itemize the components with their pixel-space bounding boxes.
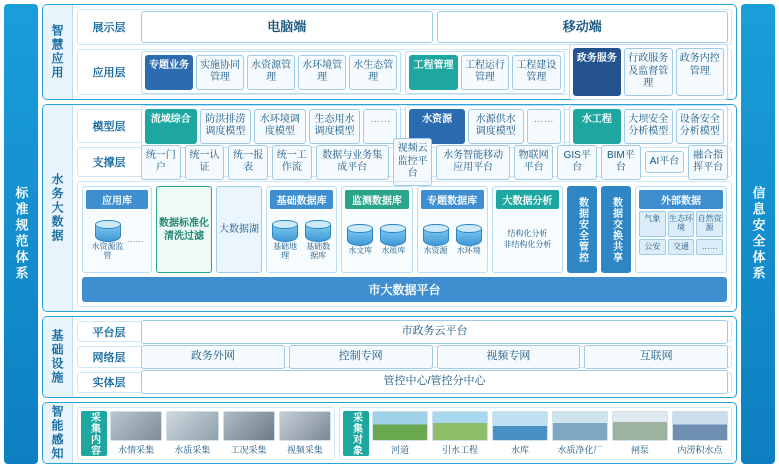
band-body-smart-application bbox=[73, 5, 736, 99]
river-photo bbox=[372, 411, 428, 441]
chip-mobile-app-platform[interactable]: 水务智能移动应用平台 bbox=[436, 145, 509, 180]
chip-unified-workflow[interactable]: 统一工作流 bbox=[272, 145, 312, 180]
database-icon bbox=[380, 224, 406, 246]
chip-water-engineering-head[interactable]: 水工程 bbox=[573, 109, 621, 144]
chip-water-resource-more[interactable]: …… bbox=[527, 109, 561, 144]
chip-internal-control[interactable]: 政务内控管理 bbox=[676, 48, 724, 96]
chip-basin-more[interactable]: …… bbox=[363, 109, 397, 144]
ext-ecology-environment[interactable]: 生态环境 bbox=[668, 211, 695, 237]
thumb-caption: 水库 bbox=[510, 445, 529, 455]
label-collect-object: 采集对象 bbox=[343, 411, 369, 456]
thumb-water-quality-collect[interactable] bbox=[166, 411, 218, 456]
band-title-infrastructure: 基础设施 bbox=[43, 317, 73, 397]
chip-flood-drainage-model[interactable]: 防洪排涝调度模型 bbox=[200, 109, 252, 144]
thumb-condition-collect[interactable] bbox=[223, 411, 275, 456]
body-bigdata-analysis bbox=[496, 211, 559, 269]
group-water-engineering-model bbox=[569, 105, 728, 148]
chip-dam-safety-model[interactable]: 大坝安全分析模型 bbox=[624, 109, 672, 144]
box-data-cleaning-filter[interactable]: 数据标准化清洗过滤 bbox=[156, 186, 212, 273]
db-water-resource-supervision[interactable] bbox=[91, 220, 125, 261]
card-application-library bbox=[82, 186, 152, 273]
row-display-layer bbox=[77, 9, 732, 45]
db-label: 基础地理 bbox=[273, 241, 298, 260]
database-icon bbox=[423, 224, 449, 246]
thumb-caption: 工况采集 bbox=[230, 445, 267, 455]
thumb-caption: 引水工程 bbox=[441, 445, 478, 455]
diagram-center-column bbox=[42, 4, 737, 464]
chip-engineering-construction[interactable]: 工程建设管理 bbox=[512, 55, 560, 90]
content-entity-layer bbox=[141, 376, 728, 389]
box-collect-content bbox=[77, 407, 335, 460]
left-standard-system-bar bbox=[4, 4, 38, 464]
thumb-water-level-collect[interactable] bbox=[110, 411, 162, 456]
thumb-reservoir[interactable] bbox=[492, 411, 548, 456]
chip-unified-auth[interactable]: 统一认证 bbox=[185, 145, 225, 180]
thumbs-collect-object bbox=[372, 411, 728, 456]
analysis-structured[interactable]: 结构化分析 bbox=[507, 229, 548, 239]
thumb-caption: 水质净化厂 bbox=[557, 445, 603, 455]
sensor-icon bbox=[223, 411, 275, 441]
title-base-database: 基础数据库 bbox=[270, 190, 333, 209]
db-label: 基础数据库 bbox=[306, 241, 331, 260]
title-bigdata-analysis: 大数据分析 bbox=[496, 190, 559, 209]
chip-pc-terminal[interactable]: 电脑端 bbox=[141, 11, 433, 43]
db-base-data[interactable] bbox=[303, 220, 333, 261]
gate-photo bbox=[612, 411, 668, 441]
chip-control-center[interactable]: 管控中心/管控分中心 bbox=[141, 370, 728, 394]
database-icon bbox=[456, 224, 482, 246]
content-display-layer bbox=[141, 13, 728, 41]
chip-iot-platform[interactable]: 物联网平台 bbox=[514, 145, 554, 180]
chip-data-business-integration[interactable]: 数据与业务集成平台 bbox=[316, 145, 389, 180]
db-water-resource[interactable] bbox=[421, 224, 451, 256]
perception-content bbox=[77, 407, 732, 460]
camera-icon bbox=[279, 411, 331, 441]
chip-water-environment-mgmt[interactable]: 水环境管理 bbox=[298, 55, 346, 90]
sensor-icon bbox=[110, 411, 162, 441]
chip-water-ecology-mgmt[interactable]: 水生态管理 bbox=[349, 55, 397, 90]
label-network-layer: 网络层 bbox=[92, 352, 126, 364]
right-information-security-bar bbox=[741, 4, 775, 464]
db-water-environment[interactable] bbox=[454, 224, 484, 256]
group-topic-business bbox=[141, 51, 401, 94]
reservoir-photo bbox=[492, 411, 548, 441]
content-platform-layer bbox=[141, 325, 728, 338]
thumb-caption: 水质采集 bbox=[174, 445, 211, 455]
chip-internet[interactable]: 互联网 bbox=[584, 345, 728, 369]
chip-control-private-net[interactable]: 控制专网 bbox=[289, 345, 433, 369]
band-title-smart-application: 智慧应用 bbox=[43, 5, 73, 99]
chip-engineering-operation[interactable]: 工程运行管理 bbox=[461, 55, 509, 90]
content-network-layer bbox=[141, 350, 728, 363]
ext-more[interactable]: …… bbox=[696, 239, 723, 256]
thumb-river-channel[interactable] bbox=[372, 411, 428, 456]
label-collect-content: 采集内容 bbox=[81, 411, 107, 456]
chip-admin-service-supervision[interactable]: 行政服务及监督管理 bbox=[624, 48, 672, 96]
label-platform-layer: 平台层 bbox=[92, 326, 126, 339]
chip-gis-platform[interactable]: GIS平台 bbox=[557, 145, 597, 180]
chip-unified-portal[interactable]: 统一门户 bbox=[141, 145, 181, 180]
db-water-quality[interactable] bbox=[378, 224, 408, 256]
chip-mobile-terminal[interactable]: 移动端 bbox=[437, 11, 729, 43]
label-support-layer: 支撑层 bbox=[92, 157, 126, 169]
thumb-waterlogging-point[interactable] bbox=[672, 411, 728, 456]
diversion-photo bbox=[432, 411, 488, 441]
chip-gov-extranet[interactable]: 政务外网 bbox=[141, 345, 285, 369]
database-icon bbox=[305, 220, 331, 242]
thumb-water-diversion[interactable] bbox=[432, 411, 488, 456]
band-water-bigdata bbox=[42, 104, 737, 312]
db-label: 水资源 bbox=[423, 246, 448, 256]
database-icon bbox=[347, 224, 373, 246]
thumb-water-purification-plant[interactable] bbox=[552, 411, 608, 456]
row-network-layer bbox=[77, 346, 732, 367]
thumb-caption: 闸泵 bbox=[630, 445, 649, 455]
row-support-layer bbox=[77, 143, 732, 180]
content-application-layer bbox=[141, 53, 728, 91]
thumb-caption: 河道 bbox=[390, 445, 409, 455]
band-infrastructure bbox=[42, 316, 737, 398]
body-topic-database bbox=[421, 211, 484, 269]
db-base-geography[interactable] bbox=[270, 220, 300, 261]
thumb-caption: 内涝积水点 bbox=[677, 445, 723, 455]
chip-fusion-command-platform[interactable]: 融合指挥平台 bbox=[688, 145, 728, 180]
pill-data-security-control[interactable]: 数据安全管控 bbox=[567, 186, 597, 273]
chip-basin-head[interactable]: 流域综合 bbox=[145, 109, 197, 144]
chip-video-private-net[interactable]: 视频专网 bbox=[437, 345, 581, 369]
box-collect-object bbox=[339, 407, 732, 460]
database-icon bbox=[95, 220, 121, 242]
grid-external-data bbox=[639, 211, 723, 255]
band-title-water-bigdata: 水务大数据 bbox=[43, 105, 73, 311]
box-big-data-lake[interactable]: 大数据湖 bbox=[216, 186, 262, 273]
thumbs-collect-content bbox=[110, 411, 331, 456]
chip-water-resource-head[interactable]: 水资源 bbox=[409, 109, 465, 144]
waterlogging-photo bbox=[672, 411, 728, 441]
chip-engineering-head[interactable]: 工程管理 bbox=[409, 55, 457, 90]
chip-video-cloud-monitor[interactable]: 视频云监控平台 bbox=[393, 138, 433, 186]
content-support-layer bbox=[141, 143, 728, 180]
title-application-library: 应用库 bbox=[86, 190, 148, 209]
data-resource-row bbox=[82, 186, 727, 273]
app-lib-more: …… bbox=[127, 234, 144, 244]
chip-government-service-head[interactable]: 政务服务 bbox=[573, 48, 621, 96]
body-application-library bbox=[86, 211, 148, 269]
ext-public-security[interactable]: 公安 bbox=[639, 239, 666, 256]
pill-data-exchange-sharing[interactable]: 数据交换共享 bbox=[601, 186, 631, 273]
title-monitor-database: 监测数据库 bbox=[345, 190, 408, 209]
chip-topic-business-head[interactable]: 专题业务 bbox=[145, 55, 193, 90]
row-application-layer bbox=[77, 49, 732, 95]
db-label: 水资源监管 bbox=[91, 241, 124, 260]
ext-meteorology[interactable]: 气象 bbox=[639, 211, 666, 237]
analysis-unstructured[interactable]: 非结构化分析 bbox=[503, 240, 552, 249]
band-body-infrastructure bbox=[73, 317, 736, 397]
chip-water-env-model[interactable]: 水环境调度模型 bbox=[254, 109, 306, 144]
left-bar-label: 标准规范体系 bbox=[13, 186, 29, 282]
card-base-database bbox=[266, 186, 337, 273]
group-engineering-management bbox=[405, 51, 564, 94]
thumb-gate-pump[interactable] bbox=[612, 411, 668, 456]
group-government-service bbox=[569, 44, 728, 100]
label-display-layer: 展示层 bbox=[92, 22, 126, 35]
thumb-caption: 视频采集 bbox=[286, 445, 323, 455]
band-body-water-bigdata bbox=[73, 105, 736, 311]
db-label: 水环境 bbox=[456, 246, 481, 256]
right-bar-label: 信息安全体系 bbox=[750, 186, 766, 282]
title-external-data: 外部数据 bbox=[639, 190, 723, 209]
label-application-layer: 应用层 bbox=[92, 67, 126, 80]
data-resource-area bbox=[77, 181, 732, 307]
band-perception bbox=[42, 402, 737, 464]
content-model-layer bbox=[141, 113, 728, 139]
title-topic-database: 专题数据库 bbox=[421, 190, 484, 209]
chip-equipment-safety-model[interactable]: 设备安全分析模型 bbox=[676, 109, 724, 144]
sensor-icon bbox=[166, 411, 218, 441]
db-label: 水文库 bbox=[348, 246, 373, 256]
band-body-perception bbox=[73, 403, 736, 463]
card-monitor-database bbox=[341, 186, 412, 273]
body-monitor-database bbox=[345, 211, 408, 269]
body-base-database bbox=[270, 211, 333, 269]
chip-water-supply-model[interactable]: 水源供水调度模型 bbox=[468, 109, 524, 144]
label-entity-layer: 实体层 bbox=[92, 377, 126, 390]
group-basin-integrated bbox=[141, 105, 401, 148]
card-topic-database bbox=[417, 186, 488, 273]
plant-photo bbox=[552, 411, 608, 441]
label-model-layer: 模型层 bbox=[92, 121, 126, 133]
band-smart-application bbox=[42, 4, 737, 100]
bar-city-bigdata-platform[interactable]: 市大数据平台 bbox=[82, 277, 727, 302]
db-label: 水质库 bbox=[381, 246, 406, 256]
row-entity-layer bbox=[77, 372, 732, 393]
chip-unified-report[interactable]: 统一报表 bbox=[228, 145, 268, 180]
chip-joint-implementation[interactable]: 实施协同管理 bbox=[196, 55, 244, 90]
db-hydrology[interactable] bbox=[345, 224, 375, 256]
chip-water-resource-mgmt[interactable]: 水资源管理 bbox=[247, 55, 295, 90]
chip-city-gov-cloud[interactable]: 市政务云平台 bbox=[141, 320, 728, 344]
ext-transport[interactable]: 交通 bbox=[668, 239, 695, 256]
card-bigdata-analysis bbox=[492, 186, 563, 273]
card-external-data bbox=[635, 186, 727, 273]
chip-ai-platform[interactable]: AI平台 bbox=[645, 151, 685, 174]
row-platform-layer bbox=[77, 321, 732, 342]
chip-eco-water-model[interactable]: 生态用水调度模型 bbox=[309, 109, 361, 144]
database-icon bbox=[272, 220, 298, 242]
thumb-caption: 水情采集 bbox=[118, 445, 155, 455]
thumb-video-collect[interactable] bbox=[279, 411, 331, 456]
ext-natural-resources[interactable]: 自然资源 bbox=[696, 211, 723, 237]
chip-bim-platform[interactable]: BIM平台 bbox=[601, 145, 641, 180]
band-title-perception: 智能感知 bbox=[43, 403, 73, 463]
